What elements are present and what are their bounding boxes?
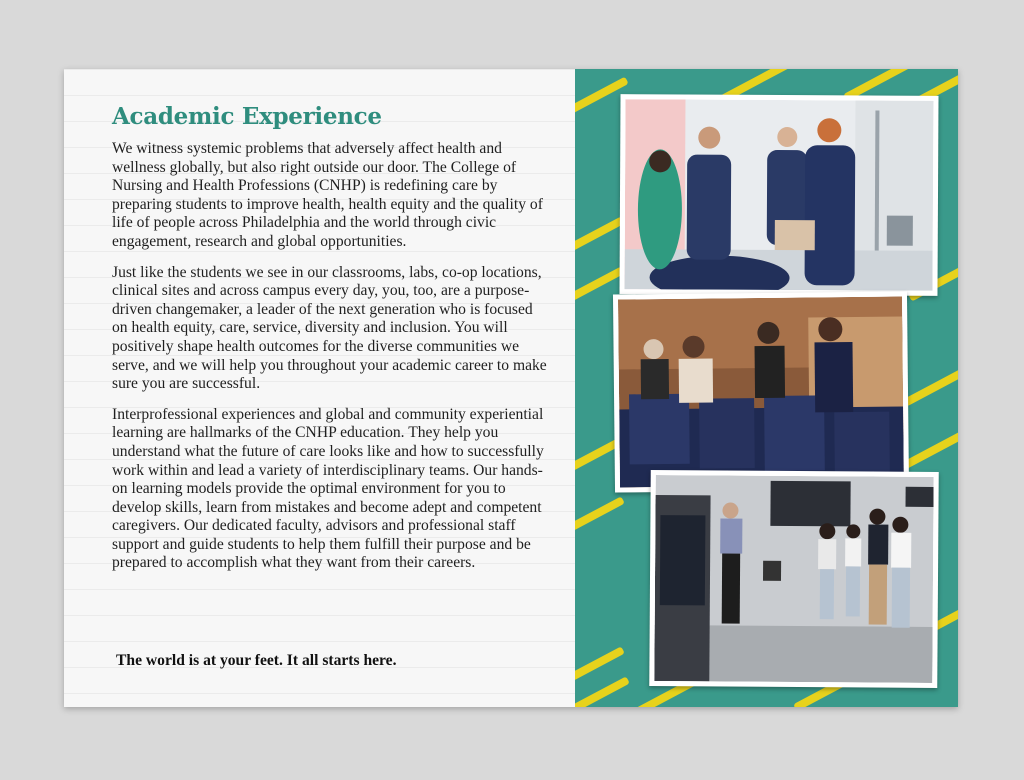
decor-stripe [575,676,630,707]
community-service-bag-packing-photo [613,291,909,492]
paragraph-interprofessional: Interprofessional experiences and global and community experiential learning are hallmarks of the CNHP education. They help you understand what the future of care looks like and how to successfully work within and lead a variety of interdisciplinary teams. Our hands-on learning models provide the optimal environment for you to develop skills, learn from mistakes and become adept and competent caregivers. Our dedicated faculty, advisors and professional staff support and guide students to help them fulfill their purpose and be prepared to accomplish what they want from their careers. [112,405,544,572]
brochure-spread [64,69,958,707]
nursing-simulation-lab-photo [619,94,938,296]
closing-statement: The world is at your feet. It all starts here. [116,652,397,669]
left-page [64,69,575,707]
body-text [112,140,552,585]
decor-stripe [575,496,625,531]
page-heading: Academic Experience [112,103,382,130]
decor-stripe [575,646,625,681]
paragraph-changemaker: Just like the students we see in our classrooms, labs, co-op locations, clinical sites and across campus every day, you, too, are a purpose-driven changemaker, a leader of the next generation who is focused on health equity, care, service, diversity and inclusion. You will positively shape health outcomes for the diverse communities we serve, and we will help you throughout your academic career to make sure you are successful. [112,263,547,393]
decor-stripe [575,216,625,251]
decor-stripe [903,367,958,407]
paragraph-intro: We witness systemic problems that adversely affect health and wellness globally, but also right outside our door. The College of Nursing and Health Professions (CNHP) is redefining care by preparing students to improve health, health equity and the quality of life of people across Philadelphia and the world through civic engagement, research and global opportunities. [112,140,543,250]
right-page [575,69,958,707]
classroom-presentation-photo [649,470,939,688]
